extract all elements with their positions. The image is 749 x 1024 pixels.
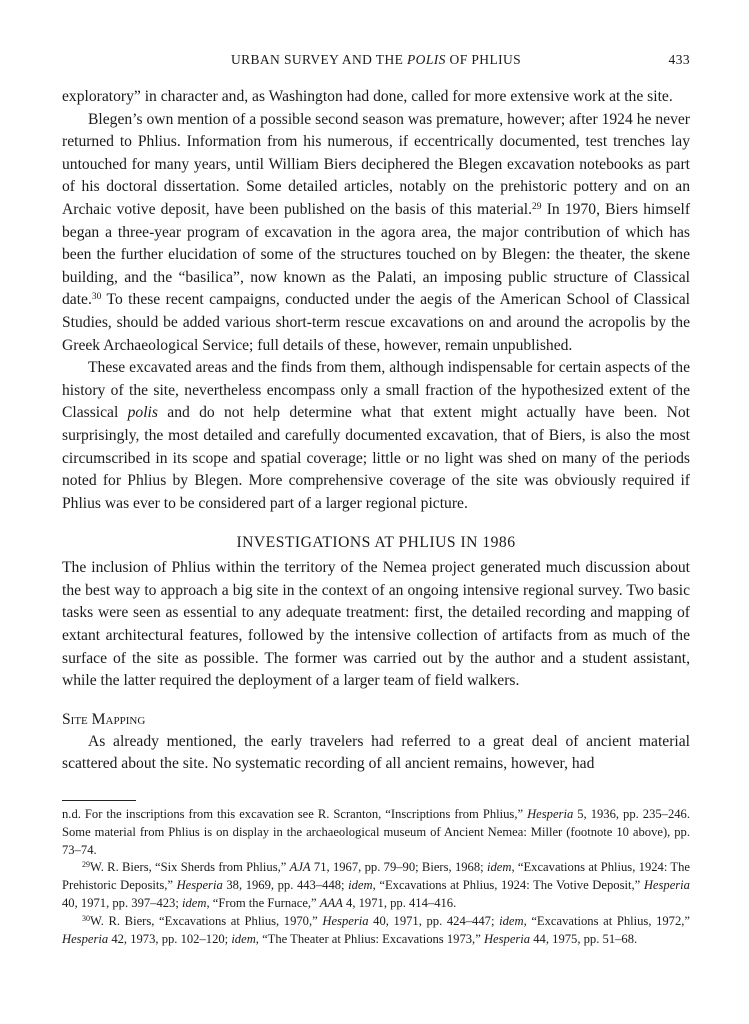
footnote-divider: [62, 800, 136, 801]
footnote-ref-29[interactable]: 29: [532, 201, 542, 212]
section-heading: INVESTIGATIONS AT PHLIUS IN 1986: [236, 534, 516, 552]
paragraph-1: exploratory” in character and, as Washington had done, called for more extensive work at the site.: [62, 88, 673, 105]
paragraph-2: Blegen’s own mention of a possible second season was premature, however; after 1924 he never returned to Phlius. Information from his numerous, if eccentrically documented, test trenches lay untouched for many years, until William Biers deciphered the Blegen excavation notebooks as part of his doctoral dissertation. Some detailed articles, notably on the prehistoric pottery and on an Archaic votive deposit, have been published on the basis of this material.$^{29}$ In 1970, Biers himself began a three-year program of excavation in the agora area, the major contribution of which has been the further elucidation of some of the structures touched on by Blegen: the theater, the skene building, and the “basilica”, now known as the Palati, an imposing public structure of Classical date.$^{30}$ To these recent campaigns, conducted under the aegis of the American School of Classical Studies, should be added various short-term rescue excavations on and around the acropolis by the Greek Archaeological Service; full details of these, however, remain unpublished.: [62, 110, 691, 354]
paragraph-5: As already mentioned, the early travelers had referred to a great deal of ancient material scattered about the site. No systematic recording of all ancient remains, however, had: [62, 732, 690, 773]
document-page: [62, 52, 691, 946]
footnote-continued: n.d. For the inscriptions from this excavation see R. Scranton, “Inscriptions from Phlius,” Hesperia 5, 1936, pp. 235–246. Some material from Phlius is on display in the archaeological museum of Ancient Nemea: Miller (footnote 10 above), pp. 73–74.: [62, 807, 690, 857]
footnotes: [62, 806, 690, 948]
footnote-ref-30[interactable]: 30: [91, 292, 102, 303]
paragraph-4: The inclusion of Phlius within the territory of the Nemea project generated much discussion about the best way to approach a big site in the context of an ongoing intensive regional survey. Two basic tasks were seen as essential to any adequate treatment: first, the detailed recording and mapping of extant architectural features, followed by the intensive collection of artifacts from as much of the surface of the site as possible. The former was carried out by the author and a student assistant, while the latter required the deployment of a larger team of field walkers.: [62, 559, 690, 690]
running-head-title: URBAN SURVEY AND THE POLIS OF PHLIUS: [230, 52, 522, 67]
footnote-29: $^{29}$W. R. Biers, “Six Sherds from Phlius,” AJA 71, 1967, pp. 79–90; Biers, 1968; idem, “Excavations at Phlius, 1924: The Prehistoric Deposits,” Hesperia 38, 1969, pp. 443–448; idem, “Excavations at Phlius, 1924: The Votive Deposit,” Hesperia 40, 1971, pp. 397–423; idem, “From the Furnace,” AAA 4, 1971, pp. 414–416.: [62, 860, 690, 910]
body-text: [62, 86, 690, 776]
paragraph-3: These excavated areas and the finds from them, although indispensable for certain aspects of the history of the site, nevertheless encompass only a small fraction of the hypothesized extent of the Classical polis and do not help determine what that extent might actually have been. Not surprisingly, the most detailed and carefully documented excavation, that of Biers, is also the most circumscribed in its scope and spatial coverage; little or no light was shed on many of the periods noted for Phlius by Blegen. More comprehensive coverage of the site was obviously required if Phlius was ever to be considered part of a larger regional picture.: [62, 359, 691, 512]
page-number: 433: [668, 52, 690, 67]
footnote-30: $^{30}$W. R. Biers, “Excavations at Phlius, 1970,” Hesperia 40, 1971, pp. 424–447; idem, “Excavations at Phlius, 1972,” Hesperia 42, 1973, pp. 102–120; idem, “The Theater at Phlius: Excavations 1973,” Hesperia 44, 1975, pp. 51–68.: [62, 913, 691, 946]
running-head: [62, 52, 690, 74]
subheading-site-mapping: Site Mapping: [62, 710, 146, 728]
